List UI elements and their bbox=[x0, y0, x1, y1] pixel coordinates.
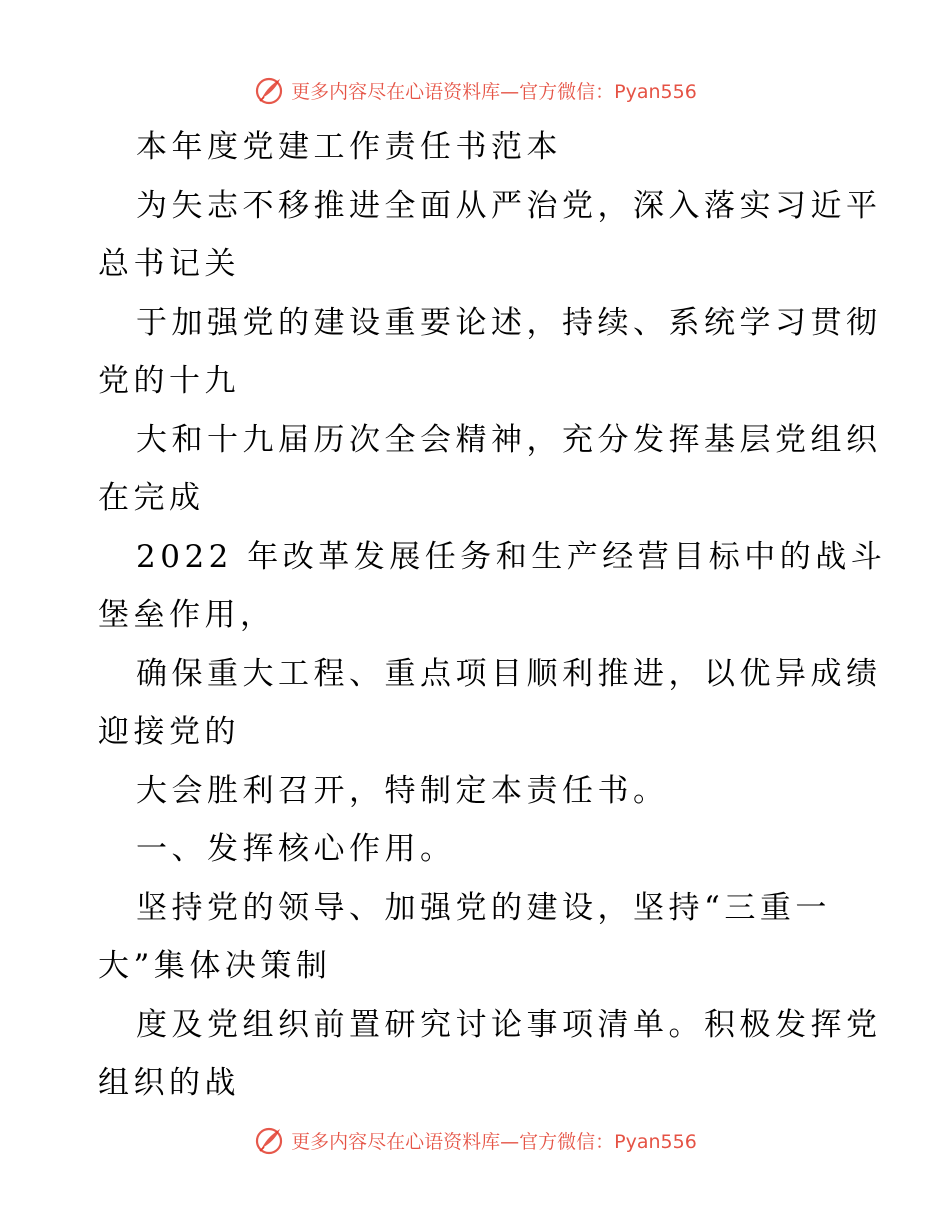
paragraph-line: 大和十九届历次全会精神，充分发挥基层党组织 bbox=[136, 421, 882, 458]
paragraph-line: 坚持党的领导、加强党的建设，坚持“三重一 bbox=[136, 889, 831, 926]
paragraph-line: 党的十九 bbox=[98, 363, 240, 399]
document-title: 本年度党建工作责任书范本 bbox=[136, 129, 562, 165]
paragraph-line: 度及党组织前置研究讨论事项清单。积极发挥党 bbox=[136, 1006, 882, 1043]
paragraph-line: 堡垒作用， bbox=[98, 597, 276, 633]
paragraph-line: 大”集体决策制 bbox=[98, 948, 332, 984]
paragraph-line: 2022 年改革发展任务和生产经营目标中的战斗 bbox=[136, 538, 887, 575]
watermark-text: 更多内容尽在心语资料库—官方微信：Pyan556 bbox=[291, 80, 697, 103]
document-body bbox=[98, 118, 887, 1113]
section-heading: 一、发挥核心作用。 bbox=[136, 831, 456, 867]
paragraph-line: 组织的战 bbox=[98, 1065, 240, 1101]
paragraph-line: 为矢志不移推进全面从严治党，深入落实习近平 bbox=[136, 187, 882, 224]
paragraph-line: 在完成 bbox=[98, 480, 205, 516]
footer-watermark bbox=[0, 1120, 950, 1160]
header-watermark bbox=[0, 70, 950, 110]
feather-quill-circle-icon bbox=[253, 1124, 285, 1156]
feather-quill-circle-icon bbox=[253, 74, 285, 106]
paragraph-line: 于加强党的建设重要论述，持续、系统学习贯彻 bbox=[136, 304, 882, 341]
paragraph-line: 确保重大工程、重点项目顺利推进，以优异成绩 bbox=[136, 655, 882, 692]
paragraph-line: 迎接党的 bbox=[98, 714, 240, 750]
paragraph-line: 大会胜利召开，特制定本责任书。 bbox=[136, 772, 669, 809]
watermark-text: 更多内容尽在心语资料库—官方微信：Pyan556 bbox=[291, 1130, 697, 1153]
paragraph-line: 总书记关 bbox=[98, 246, 240, 282]
